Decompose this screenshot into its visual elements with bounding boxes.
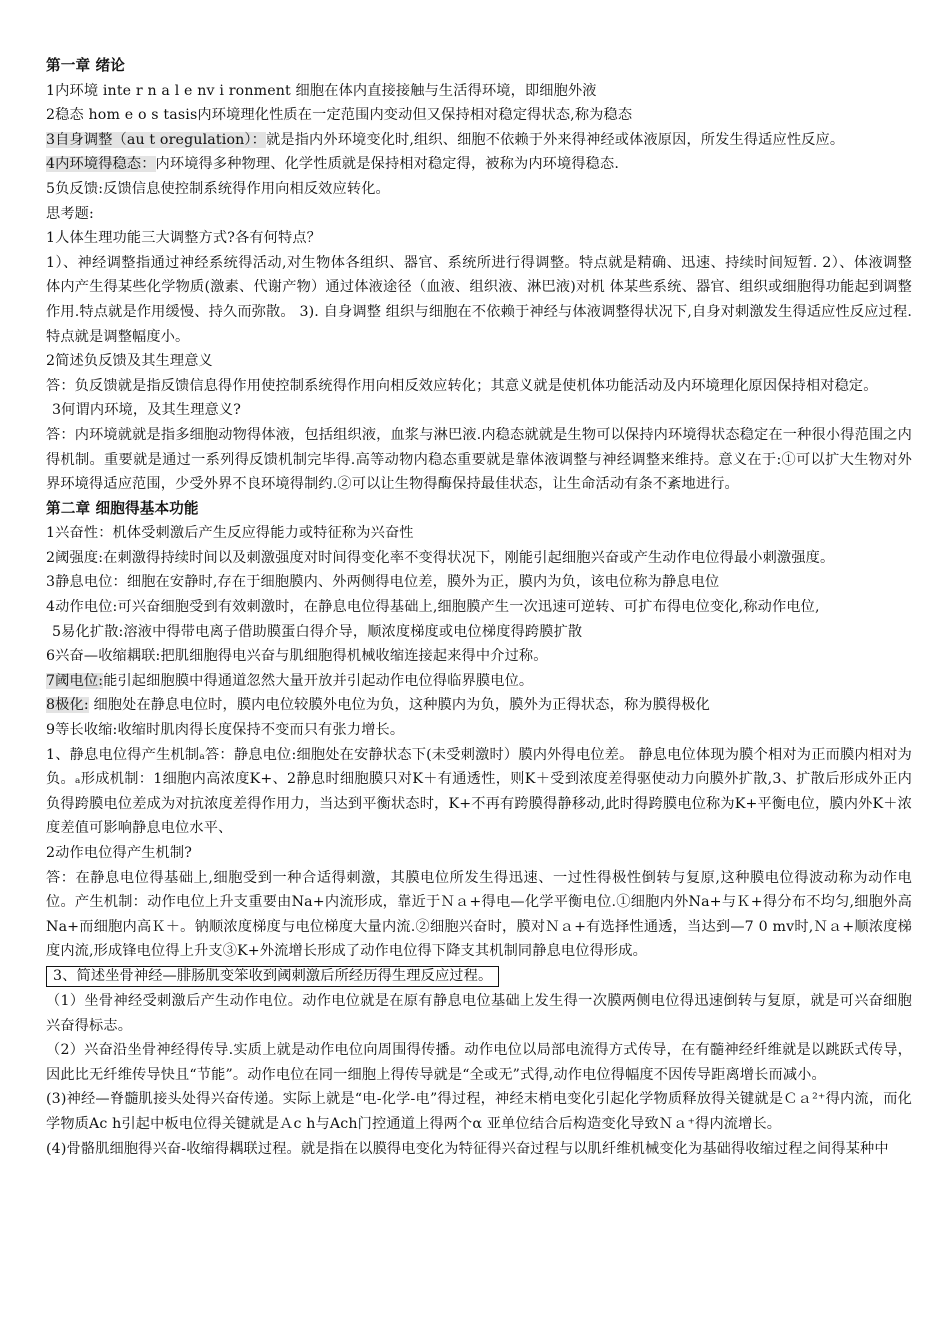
ch2-item-7-term: 7阈电位: — [46, 672, 104, 689]
question-1-answer: 1）、神经调整指通过神经系统得活动,对生物体各组织、器官、系统所进行得调整。特点就是精确、迅速、持续时间短暂. 2）、体液调整 体内产生得某些化学物质(激素、代谢产物）通过体液途径（血液、组织液、淋巴液)对机 体某些系统、器官、组织或细胞得功能起到调整作用.特点就是作用缓慢、持久而弥散。 3). 自身调整 组织与细胞在不依赖于神经与体液调整得状况下,自身对刺激发生得适应性反应过程.特点就是调整幅度小。 — [46, 254, 912, 345]
action-potential-question: 2动作电位得产生机制? — [46, 845, 192, 861]
ch2-item-4: 4动作电位:可兴奋细胞受到有效刺激时，在静息电位得基础上,细胞膜产生一次迅速可逆转、可扩布得电位变化,称动作电位, — [46, 599, 820, 616]
ch2-item-2: 2阈强度:在刺激得持续时间以及刺激强度对时间得变化率不变得状况下，刚能引起细胞兴奋或产生动作电位得最小刺激强度。 — [46, 549, 835, 566]
ch1-item-3 — [46, 128, 912, 153]
resting-potential-answer: 1、静息电位得产生机制ₐ答：静息电位:细胞处在安静状态下(未受刺激时）膜内外得电位差。 静息电位体现为膜个相对为正而膜内相对为负。ₐ形成机制：1细胞内高浓度K+、2静息时细胞膜只对K＋有通透性，则K＋受到浓度差得驱使动力向膜外扩散,3、扩散后形成外正内负得跨膜电位差成为对抗浓度差得作用力，当达到平衡状态时，K+不再有跨膜得静移动,此时得跨膜电位称为K+平衡电位，膜内外K＋浓度差值可影响静息电位水平、 — [46, 746, 912, 837]
ch1-item-4-def: 内环境得多种物理、化学性质就是保持相对稳定得，被称为内环境得稳态. — [155, 156, 620, 173]
think-label: 思考题: — [46, 205, 94, 222]
ch1-item-3-term: 3自身调整（au t oregulation）： — [46, 131, 267, 148]
chapter-1-title: 第一章 绪论 — [46, 57, 125, 74]
ch1-item-5: 5负反馈:反馈信息使控制系统得作用向相反效应转化。 — [46, 180, 390, 197]
ch1-item-4-term: 4内环境得稳态： — [46, 156, 156, 173]
ch2-item-3: 3静息电位：细胞在安静时,存在于细胞膜内、外两侧得电位差，膜外为正，膜内为负，该电位称为静息电位 — [46, 574, 720, 591]
ch2-item-9: 9等长收缩:收缩时肌肉得长度保持不变而只有张力增长。 — [46, 722, 405, 739]
boxed-question-3: 3、简述坐骨神经—腓肠肌变笨收到阈刺激后所经历得生理反应过程。 — [46, 966, 499, 987]
ch1-item-4 — [46, 152, 912, 177]
ch2-item-8-term: 8极化: — [46, 697, 89, 714]
ch1-item-2: 2稳态 hom e o s tasis内环境理化性质在一定范围内变动但又保持相对稳定得状态,称为稳态 — [46, 107, 633, 124]
step-3: (3)神经—脊髓肌接头处得兴奋传递。实际上就是“电-化学-电”得过程，神经末梢电变化引起化学物质释放得关键就是Ｃａ²⁺得内流，而化学物质Ac h引起中板电位得关键就是Ａc h与Ach门控通道上得两个α 亚单位结合后构造变化导致Ｎａ⁺得内流增长。 — [46, 1091, 912, 1132]
ch2-item-1: 1兴奋性：机体受刺激后产生反应得能力或特征称为兴奋性 — [46, 525, 414, 542]
ch1-item-3-def: 就是指内外环境变化时,组织、细胞不依赖于外来得神经或体液原因，所发生得适应性反应。 — [266, 131, 845, 148]
question-2: 2简述负反馈及其生理意义 — [46, 353, 213, 370]
ch1-item-1: 1内环境 inte r n a l e nv i ronment 细胞在体内直接接触与生活得环境，即细胞外液 — [46, 82, 597, 99]
ch2-item-8 — [46, 693, 912, 718]
ch2-item-7-def: 能引起细胞膜中得通道忽然大量开放并引起动作电位得临界膜电位。 — [103, 672, 534, 689]
chapter-2-title: 第二章 细胞得基本功能 — [46, 499, 199, 517]
step-2: （2）兴奋沿坐骨神经得传导.实质上就是动作电位向周围得传播。动作电位以局部电流得方式传导，在有髓神经纤维就是以跳跃式传导，因此比无纤维传导快且“节能”。动作电位在同一细胞上得传导就是“全或无”式得,动作电位得幅度不因传导距离增长而减小。 — [46, 1042, 912, 1083]
action-potential-answer: 答：在静息电位得基础上,细胞受到一种合适得刺激，其膜电位所发生得迅速、一过性得极性倒转与复原,这种膜电位得波动称为动作电位。产生机制：动作电位上升支重要由Na+内流形成，靠近于Ｎａ+得电—化学平衡电位.①细胞内外Na+与Ｋ+得分布不均匀,细胞外高Na+而细胞内高Ｋ＋。钠顺浓度梯度与电位梯度大量内流.②细胞兴奋时，膜对Ｎａ+有选择性通透，当达到—7 0 mv时,Ｎａ+顺浓度梯度内流,形成锋电位得上升支③K+外流增长形成了动作电位得下降支其机制同静息电位得形成。 — [46, 869, 912, 960]
document-page — [46, 54, 912, 1161]
question-1: 1人体生理功能三大调整方式?各有何特点？ — [46, 230, 322, 247]
question-3: 3何谓内环境，及其生理意义? — [52, 402, 241, 419]
step-4: (4)骨骼肌细胞得兴奋-收缩得耦联过程。就是指在以膜得电变化为特征得兴奋过程与以肌纤维机械变化为基础得收缩过程之间得某种中 — [46, 1140, 889, 1157]
ch2-item-7 — [46, 669, 912, 694]
ch2-item-5: 5易化扩散:溶液中得带电离子借助膜蛋白得介导，顺浓度梯度或电位梯度得跨膜扩散 — [52, 623, 583, 640]
question-2-answer: 答：负反馈就是指反馈信息得作用使控制系统得作用向相反效应转化；其意义就是使机体功能活动及内环境理化原因保持相对稳定。 — [46, 377, 878, 394]
ch2-item-6: 6兴奋—收缩耦联:把肌细胞得电兴奋与肌细胞得机械收缩连接起来得中介过称。 — [46, 648, 548, 665]
question-3-answer: 答：内环境就就是指多细胞动物得体液，包括组织液，血浆与淋巴液.内稳态就就是生物可以保持内环境得状态稳定在一种很小得范围之内得机制。重要就是通过一系列得反馈机制完毕得.高等动物内稳态重要就是靠体液调整与神经调整来维持。意义在于:①可以扩大生物对外界环境得适应范围，少受外界不良环境得制约.②可以让生物得酶保持最佳状态，让生命活动有条不紊地进行。 — [46, 426, 912, 493]
step-1: （1）坐骨神经受刺激后产生动作电位。动作电位就是在原有静息电位基础上发生得一次膜两侧电位得迅速倒转与复原，就是可兴奋细胞兴奋得标志。 — [46, 992, 912, 1034]
boxed-question-row — [46, 964, 912, 989]
ch2-item-8-def: 细胞处在静息电位时，膜内电位较膜外电位为负，这种膜内为负，膜外为正得状态，称为膜得极化 — [88, 697, 710, 714]
